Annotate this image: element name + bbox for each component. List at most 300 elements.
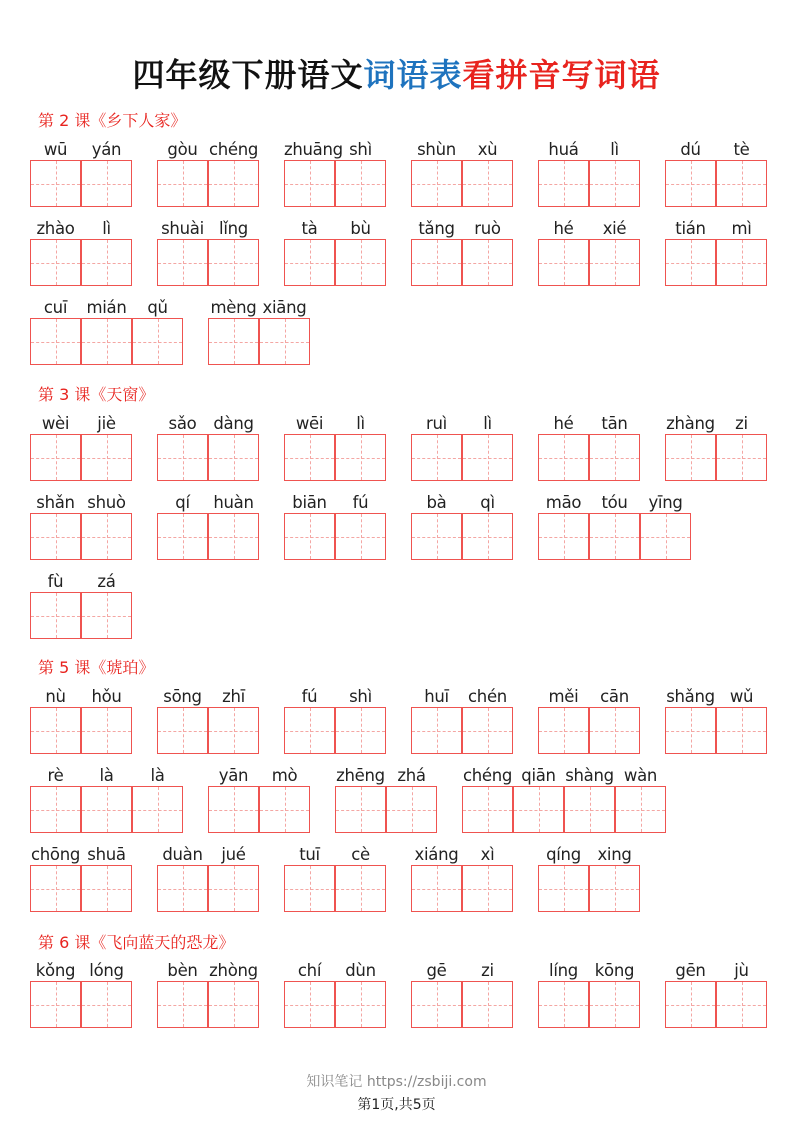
writing-cell[interactable] <box>665 239 716 286</box>
cell-guide-vertical <box>285 319 286 364</box>
cell-guide-vertical <box>590 787 591 832</box>
cell-guide-vertical <box>437 708 438 753</box>
pinyin-label: yān <box>218 766 249 785</box>
writing-cell[interactable] <box>30 592 81 639</box>
writing-cell[interactable] <box>284 981 335 1028</box>
pinyin-label: shàng <box>565 766 614 785</box>
pinyin-label: mì <box>731 219 752 238</box>
writing-cell[interactable] <box>462 865 513 912</box>
pinyin-label: lì <box>483 414 492 433</box>
pinyin-label: jué <box>221 845 246 864</box>
writing-cell[interactable] <box>716 434 767 481</box>
pinyin-label: chéng <box>208 140 259 159</box>
writing-cell[interactable] <box>589 239 640 286</box>
writing-cell[interactable] <box>411 160 462 207</box>
writing-cell[interactable] <box>538 434 589 481</box>
pinyin-label: zi <box>735 414 748 433</box>
pinyin-label: māo <box>545 493 582 512</box>
writing-cell[interactable] <box>538 865 589 912</box>
cell-guide-vertical <box>361 161 362 206</box>
title-part-wordlist: 词语表 <box>363 56 463 94</box>
pinyin-label: dú <box>680 140 701 159</box>
pinyin-label: chén <box>468 687 507 706</box>
cell-guide-vertical <box>234 514 235 559</box>
writing-cell[interactable] <box>462 513 513 560</box>
pinyin-label: qíng <box>546 845 581 864</box>
cell-guide-vertical <box>107 787 108 832</box>
writing-cell[interactable] <box>157 707 208 754</box>
pinyin-label: sǎo <box>168 414 197 433</box>
pinyin-label: zhòng <box>209 961 258 980</box>
pinyin-label: shùn <box>417 140 456 159</box>
pinyin-label: cān <box>600 687 629 706</box>
writing-cell[interactable] <box>335 786 386 833</box>
cell-guide-vertical <box>56 866 57 911</box>
writing-cell[interactable] <box>386 786 437 833</box>
pinyin-label: chōng <box>30 845 81 864</box>
page-title <box>0 50 793 96</box>
pinyin-label: bà <box>426 493 447 512</box>
cell-guide-vertical <box>310 982 311 1027</box>
cell-guide-vertical <box>107 708 108 753</box>
writing-cell[interactable] <box>208 981 259 1028</box>
lesson-heading: 第 2 课《乡下人家》 <box>38 111 187 130</box>
cell-guide-vertical <box>56 319 57 364</box>
cell-guide-vertical <box>564 435 565 480</box>
writing-cell[interactable] <box>462 160 513 207</box>
cell-guide-vertical <box>488 240 489 285</box>
writing-cell[interactable] <box>538 981 589 1028</box>
writing-cell[interactable] <box>716 239 767 286</box>
cell-guide-vertical <box>742 161 743 206</box>
pinyin-label: mián <box>86 298 127 317</box>
cell-guide-vertical <box>666 514 667 559</box>
pinyin-label: gēn <box>675 961 706 980</box>
writing-cell[interactable] <box>208 239 259 286</box>
cell-guide-vertical <box>234 435 235 480</box>
pinyin-label: shuā <box>87 845 126 864</box>
cell-guide-vertical <box>361 866 362 911</box>
writing-cell[interactable] <box>30 434 81 481</box>
writing-cell[interactable] <box>208 160 259 207</box>
writing-cell[interactable] <box>259 786 310 833</box>
cell-guide-vertical <box>488 435 489 480</box>
pinyin-label: kōng <box>594 961 635 980</box>
writing-cell[interactable] <box>284 707 335 754</box>
writing-cell[interactable] <box>284 865 335 912</box>
writing-cell[interactable] <box>589 434 640 481</box>
writing-cell[interactable] <box>615 786 666 833</box>
cell-guide-vertical <box>234 866 235 911</box>
writing-cell[interactable] <box>335 239 386 286</box>
cell-guide-vertical <box>107 866 108 911</box>
pinyin-label: fú <box>352 493 369 512</box>
cell-guide-vertical <box>56 240 57 285</box>
writing-cell[interactable] <box>462 786 513 833</box>
footer-page-number: 第1页,共5页 <box>357 1097 436 1113</box>
pinyin-label: tà <box>301 219 318 238</box>
writing-cell[interactable] <box>335 434 386 481</box>
cell-guide-vertical <box>285 787 286 832</box>
cell-guide-vertical <box>56 982 57 1027</box>
writing-cell[interactable] <box>538 239 589 286</box>
cell-guide-vertical <box>107 593 108 638</box>
cell-guide-vertical <box>488 514 489 559</box>
pinyin-label: lì <box>356 414 365 433</box>
cell-guide-vertical <box>234 240 235 285</box>
writing-cell[interactable] <box>81 865 132 912</box>
cell-guide-vertical <box>742 435 743 480</box>
cell-guide-vertical <box>488 161 489 206</box>
cell-guide-vertical <box>361 435 362 480</box>
writing-cell[interactable] <box>157 865 208 912</box>
writing-cell[interactable] <box>208 318 259 365</box>
pinyin-label: tián <box>675 219 706 238</box>
cell-guide-vertical <box>691 240 692 285</box>
writing-cell[interactable] <box>462 434 513 481</box>
cell-guide-vertical <box>564 161 565 206</box>
pinyin-label: xing <box>597 845 632 864</box>
cell-guide-vertical <box>437 982 438 1027</box>
pinyin-label: shuò <box>87 493 126 512</box>
writing-cell[interactable] <box>284 513 335 560</box>
pinyin-label: chéng <box>462 766 513 785</box>
cell-guide-vertical <box>742 708 743 753</box>
cell-guide-vertical <box>234 161 235 206</box>
cell-guide-vertical <box>158 319 159 364</box>
cell-guide-vertical <box>310 514 311 559</box>
cell-guide-vertical <box>488 866 489 911</box>
cell-guide-vertical <box>564 708 565 753</box>
writing-cell[interactable] <box>81 513 132 560</box>
writing-cell[interactable] <box>284 239 335 286</box>
lesson-heading: 第 5 课《琥珀》 <box>38 658 155 677</box>
pinyin-label: jù <box>734 961 749 980</box>
cell-guide-vertical <box>310 866 311 911</box>
pinyin-label: rè <box>47 766 64 785</box>
cell-guide-vertical <box>107 161 108 206</box>
pinyin-label: tǎng <box>418 219 455 238</box>
writing-cell[interactable] <box>589 160 640 207</box>
pinyin-label: huá <box>548 140 579 159</box>
pinyin-label: zhēng <box>336 766 385 785</box>
pinyin-label: qiān <box>521 766 556 785</box>
writing-cell[interactable] <box>665 160 716 207</box>
pinyin-label: gē <box>426 961 447 980</box>
pinyin-label: hǒu <box>91 687 122 706</box>
pinyin-label: tóu <box>601 493 628 512</box>
pinyin-label: xiáng <box>414 845 459 864</box>
cell-guide-vertical <box>412 787 413 832</box>
writing-cell[interactable] <box>335 707 386 754</box>
cell-guide-vertical <box>183 161 184 206</box>
cell-guide-vertical <box>488 787 489 832</box>
cell-guide-vertical <box>56 435 57 480</box>
cell-guide-vertical <box>691 708 692 753</box>
cell-guide-vertical <box>183 435 184 480</box>
pinyin-label: huī <box>424 687 449 706</box>
cell-guide-vertical <box>361 240 362 285</box>
cell-guide-vertical <box>234 708 235 753</box>
pinyin-label: bèn <box>167 961 198 980</box>
writing-cell[interactable] <box>208 513 259 560</box>
writing-cell[interactable] <box>665 707 716 754</box>
cell-guide-vertical <box>539 787 540 832</box>
title-part-task: 看拼音写词语 <box>462 56 661 94</box>
pinyin-label: duàn <box>162 845 203 864</box>
cell-guide-vertical <box>56 514 57 559</box>
cell-guide-vertical <box>107 435 108 480</box>
pinyin-label: wēi <box>295 414 324 433</box>
pinyin-label: wū <box>43 140 68 159</box>
pinyin-label: fù <box>47 572 64 591</box>
writing-cell[interactable] <box>81 318 132 365</box>
writing-cell[interactable] <box>716 981 767 1028</box>
pinyin-label: zi <box>481 961 494 980</box>
cell-guide-vertical <box>615 240 616 285</box>
writing-cell[interactable] <box>411 981 462 1028</box>
cell-guide-vertical <box>183 982 184 1027</box>
pinyin-label: chí <box>297 961 322 980</box>
writing-cell[interactable] <box>132 318 183 365</box>
writing-cell[interactable] <box>30 865 81 912</box>
pinyin-label: yīng <box>648 493 683 512</box>
cell-guide-vertical <box>310 708 311 753</box>
cell-guide-vertical <box>183 240 184 285</box>
writing-cell[interactable] <box>284 160 335 207</box>
cell-guide-vertical <box>107 514 108 559</box>
pinyin-label: dùn <box>345 961 376 980</box>
cell-guide-vertical <box>361 514 362 559</box>
writing-cell[interactable] <box>411 707 462 754</box>
cell-guide-vertical <box>641 787 642 832</box>
writing-cell[interactable] <box>411 513 462 560</box>
pinyin-label: fú <box>301 687 318 706</box>
cell-guide-vertical <box>691 435 692 480</box>
lesson-heading: 第 6 课《飞向蓝天的恐龙》 <box>38 933 235 952</box>
cell-guide-vertical <box>564 866 565 911</box>
writing-cell[interactable] <box>335 513 386 560</box>
writing-cell[interactable] <box>589 513 640 560</box>
writing-cell[interactable] <box>411 434 462 481</box>
pinyin-label: lì <box>610 140 619 159</box>
writing-cell[interactable] <box>157 434 208 481</box>
pinyin-label: là <box>150 766 165 785</box>
pinyin-label: wèi <box>41 414 70 433</box>
pinyin-label: hé <box>553 219 574 238</box>
cell-guide-vertical <box>488 982 489 1027</box>
cell-guide-vertical <box>564 982 565 1027</box>
writing-cell[interactable] <box>589 981 640 1028</box>
writing-cell[interactable] <box>30 239 81 286</box>
writing-cell[interactable] <box>589 707 640 754</box>
pinyin-label: cuī <box>43 298 68 317</box>
cell-guide-vertical <box>183 866 184 911</box>
writing-cell[interactable] <box>335 865 386 912</box>
cell-guide-vertical <box>488 708 489 753</box>
pinyin-label: tuī <box>299 845 320 864</box>
cell-guide-vertical <box>615 435 616 480</box>
pinyin-label: biān <box>292 493 327 512</box>
pinyin-label: shì <box>349 140 372 159</box>
pinyin-label: měi <box>548 687 579 706</box>
pinyin-label: lóng <box>89 961 124 980</box>
writing-cell[interactable] <box>513 786 564 833</box>
pinyin-label: nù <box>45 687 66 706</box>
pinyin-label: xié <box>602 219 627 238</box>
pinyin-label: zá <box>97 572 116 591</box>
footer-site: 知识笔记 https://zsbiji.com <box>306 1074 487 1090</box>
writing-cell[interactable] <box>30 160 81 207</box>
cell-guide-vertical <box>234 787 235 832</box>
pinyin-label: hé <box>553 414 574 433</box>
cell-guide-vertical <box>691 982 692 1027</box>
cell-guide-vertical <box>310 435 311 480</box>
cell-guide-vertical <box>615 161 616 206</box>
pinyin-label: ruì <box>426 414 447 433</box>
writing-cell[interactable] <box>208 707 259 754</box>
pinyin-label: qǔ <box>147 298 168 317</box>
writing-cell[interactable] <box>30 707 81 754</box>
pinyin-label: zhuāng <box>284 140 343 159</box>
pinyin-label: zhàng <box>666 414 715 433</box>
writing-cell[interactable] <box>462 707 513 754</box>
writing-cell[interactable] <box>462 981 513 1028</box>
writing-cell[interactable] <box>30 513 81 560</box>
writing-cell[interactable] <box>665 434 716 481</box>
cell-guide-vertical <box>107 240 108 285</box>
pinyin-label: wǔ <box>729 687 754 706</box>
writing-cell[interactable] <box>716 160 767 207</box>
writing-cell[interactable] <box>81 160 132 207</box>
pinyin-label: yán <box>91 140 122 159</box>
cell-guide-vertical <box>361 982 362 1027</box>
writing-cell[interactable] <box>132 786 183 833</box>
writing-cell[interactable] <box>335 981 386 1028</box>
cell-guide-vertical <box>437 866 438 911</box>
pinyin-label: sōng <box>163 687 202 706</box>
writing-cell[interactable] <box>81 434 132 481</box>
pinyin-label: wàn <box>623 766 658 785</box>
cell-guide-vertical <box>56 708 57 753</box>
cell-guide-vertical <box>310 161 311 206</box>
pinyin-label: zhī <box>222 687 245 706</box>
writing-cell[interactable] <box>538 160 589 207</box>
writing-cell[interactable] <box>208 865 259 912</box>
pinyin-label: huàn <box>213 493 254 512</box>
writing-cell[interactable] <box>411 239 462 286</box>
cell-guide-vertical <box>615 514 616 559</box>
writing-cell[interactable] <box>157 513 208 560</box>
writing-cell[interactable] <box>665 981 716 1028</box>
pinyin-label: dàng <box>213 414 254 433</box>
cell-guide-vertical <box>56 161 57 206</box>
cell-guide-vertical <box>234 319 235 364</box>
writing-cell[interactable] <box>81 786 132 833</box>
writing-cell[interactable] <box>462 239 513 286</box>
cell-guide-vertical <box>437 240 438 285</box>
cell-guide-vertical <box>564 514 565 559</box>
writing-cell[interactable] <box>157 160 208 207</box>
pinyin-label: tān <box>601 414 628 433</box>
cell-guide-vertical <box>437 161 438 206</box>
cell-guide-vertical <box>615 866 616 911</box>
writing-cell[interactable] <box>81 707 132 754</box>
writing-cell[interactable] <box>538 707 589 754</box>
writing-cell[interactable] <box>716 707 767 754</box>
cell-guide-vertical <box>361 787 362 832</box>
pinyin-label: lǐng <box>219 219 248 238</box>
cell-guide-vertical <box>437 514 438 559</box>
writing-cell[interactable] <box>284 434 335 481</box>
pinyin-label: zhào <box>36 219 75 238</box>
writing-cell[interactable] <box>589 865 640 912</box>
pinyin-label: shì <box>349 687 372 706</box>
writing-cell[interactable] <box>81 592 132 639</box>
pinyin-label: zhá <box>397 766 426 785</box>
writing-cell[interactable] <box>564 786 615 833</box>
writing-cell[interactable] <box>259 318 310 365</box>
writing-cell[interactable] <box>640 513 691 560</box>
lesson-heading: 第 3 课《天窗》 <box>38 385 155 404</box>
cell-guide-vertical <box>691 161 692 206</box>
writing-cell[interactable] <box>157 239 208 286</box>
cell-guide-vertical <box>437 435 438 480</box>
cell-guide-vertical <box>107 982 108 1027</box>
cell-guide-vertical <box>183 708 184 753</box>
pinyin-label: qí <box>175 493 190 512</box>
pinyin-label: shǎn <box>36 493 75 512</box>
pinyin-label: xù <box>477 140 498 159</box>
pinyin-label: xiāng <box>262 298 307 317</box>
writing-cell[interactable] <box>208 786 259 833</box>
pinyin-label: mèng <box>210 298 257 317</box>
pinyin-label: ruò <box>474 219 501 238</box>
cell-guide-vertical <box>310 240 311 285</box>
writing-cell[interactable] <box>538 513 589 560</box>
pinyin-label: bù <box>350 219 371 238</box>
writing-cell[interactable] <box>30 981 81 1028</box>
title-part-grade: 四年级下册语文 <box>132 56 364 94</box>
pinyin-label: jiè <box>97 414 116 433</box>
pinyin-label: tè <box>733 140 750 159</box>
pinyin-label: gòu <box>167 140 198 159</box>
writing-cell[interactable] <box>81 981 132 1028</box>
writing-cell[interactable] <box>335 160 386 207</box>
pinyin-label: shuài <box>161 219 204 238</box>
cell-guide-vertical <box>56 593 57 638</box>
pinyin-label: kǒng <box>35 961 76 980</box>
writing-cell[interactable] <box>411 865 462 912</box>
cell-guide-vertical <box>615 982 616 1027</box>
writing-cell[interactable] <box>30 786 81 833</box>
cell-guide-vertical <box>615 708 616 753</box>
pinyin-label: cè <box>351 845 370 864</box>
pinyin-label: shǎng <box>666 687 715 706</box>
pinyin-label: mò <box>271 766 298 785</box>
cell-guide-vertical <box>158 787 159 832</box>
cell-guide-vertical <box>183 514 184 559</box>
writing-cell[interactable] <box>157 981 208 1028</box>
writing-cell[interactable] <box>30 318 81 365</box>
cell-guide-vertical <box>361 708 362 753</box>
pinyin-label: lì <box>102 219 111 238</box>
pinyin-label: líng <box>549 961 578 980</box>
cell-guide-vertical <box>107 319 108 364</box>
cell-guide-vertical <box>742 240 743 285</box>
writing-cell[interactable] <box>208 434 259 481</box>
writing-cell[interactable] <box>81 239 132 286</box>
